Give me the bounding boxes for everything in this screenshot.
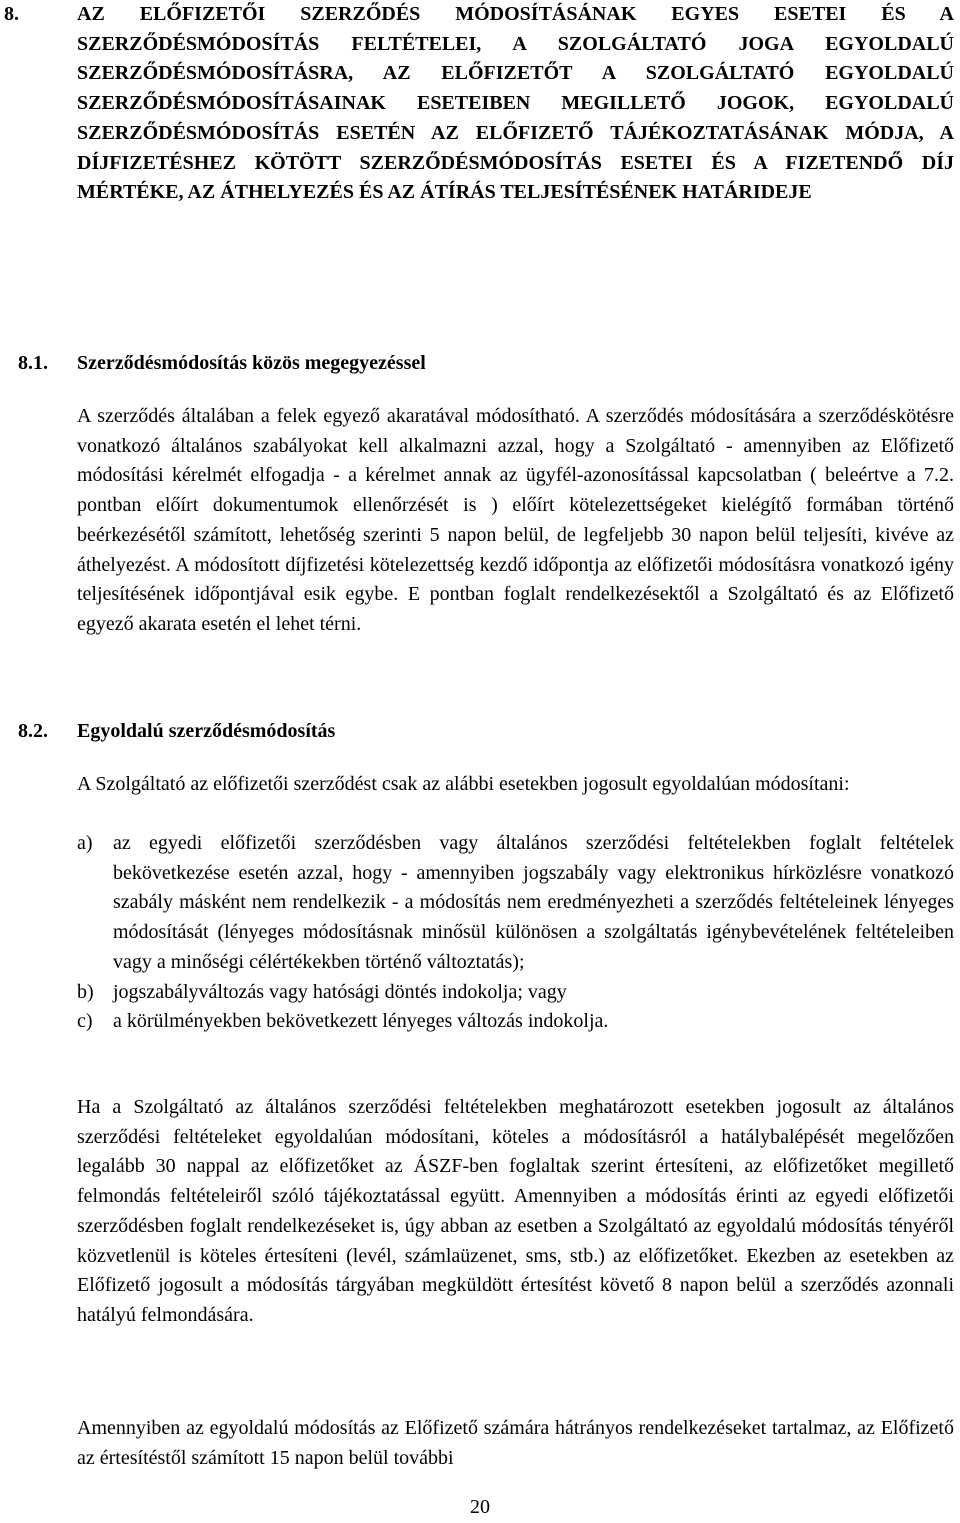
list-item	[77, 978, 954, 1008]
section-8-1-title: Szerződésmódosítás közös megegyezéssel	[77, 352, 426, 374]
section-8-2-title: Egyoldalú szerződésmódosítás	[77, 720, 336, 742]
list-item-marker: c)	[77, 1010, 93, 1033]
list-item-marker: a)	[77, 832, 93, 854]
section-8-1-paragraph: A szerződés általában a felek egyező akaratával módosítható. A szerződés módosítására a szerződéskötésre vonatkozó általános szabályokat kell alkalmazni azzal, hogy a Szolgáltató - amennyiben az Előfizető módosítási kérelmét elfogadja - a kérelmet annak az ügyfél-azonosítással kapcsolatban ( beleértve a 7.2. pontban előírt dokumentumok ellenőrzését is ) előírt kötelezettségeket kielégítő formában történő beérkezésétől számított, lehetőség szerinti 5 napon belül, de legfeljebb 30 napon belül teljesíti, kivéve az áthelyezést. A módosított díjfizetési kötelezettség kezdő időpontja az előfizetői módosításra vonatkozó igény teljesítésének időpontjával esik egybe. E pontban foglalt rendelkezésektől a Szolgáltató és az Előfizető egyező akarata esetén el lehet térni.	[77, 405, 954, 635]
modification-cases-list	[77, 829, 954, 1037]
list-item-marker: b)	[77, 980, 94, 1003]
list-item-text: jogszabályváltozás vagy hatósági döntés indokolja; vagy	[113, 980, 567, 1003]
chapter-number: 8.	[4, 3, 19, 25]
section-8-2-intro: A Szolgáltató az előfizetői szerződést csak az alábbi esetekben jogosult egyoldalúan módosítani:	[77, 773, 850, 795]
section-8-2-number: 8.2.	[18, 720, 48, 742]
list-item-text: a körülményekben bekövetkezett lényeges változás indokolja.	[113, 1010, 609, 1033]
section-8-1-number: 8.1.	[18, 352, 48, 374]
section-8-2-paragraph-disadvantageous: Amennyiben az egyoldalú módosítás az Előfizető számára hátrányos rendelkezéseket tartalmaz, az Előfizető az értesítéstől számított 15 napon belül további	[77, 1417, 954, 1469]
list-item-text: az egyedi előfizetői szerződésben vagy általános szerződési feltételekben foglalt feltételek bekövetkezése esetén azzal, hogy - amennyiben jogszabály vagy elektronikus hírközlésre vonatkozó szabály másként nem rendelkezik - a módosítás nem eredményezheti a szerződés feltételeinek lényeges módosítását (lényeges módosításnak minősül különösen a szolgáltatás igénybevételének feltételeiben vagy a minőségi célértékekben történő változtatás);	[113, 832, 954, 973]
page-number: 20	[470, 1496, 490, 1518]
list-item	[77, 1007, 954, 1037]
section-8-2-paragraph-notification: Ha a Szolgáltató az általános szerződési feltételekben meghatározott esetekben jogosult az általános szerződési feltételeket egyoldalúan módosítani, köteles a módosításról a hatálybalépését megelőzően legalább 30 nappal az előfizetőket az ÁSZF-ben foglaltak szerint értesíteni, az előfizetőket megillető felmondás feltételeiről szóló tájékoztatással együtt. Amennyiben a módosítás érinti az egyedi előfizetői szerződésben foglalt rendelkezéseket is, úgy abban az esetben a Szolgáltató az egyoldalú módosítás tényéről közvetlenül is köteles értesíteni (levél, számlaüzenet, sms, stb.) az előfizetőket. Ekezben az esetekben az Előfizető jogosult a módosítás tárgyában megküldött értesítést követő 8 napon belül a szerződés azonnali hatályú felmondására.	[77, 1096, 954, 1326]
list-item	[77, 829, 954, 978]
chapter-title: AZ ELŐFIZETŐI SZERZŐDÉS MÓDOSÍTÁSÁNAK EGYES ESETEI ÉS A SZERZŐDÉSMÓDOSÍTÁS FELTÉTELEI, A SZOLGÁLTATÓ JOGA EGYOLDALÚ SZERZŐDÉSMÓDOSÍTÁSRA, AZ ELŐFIZETŐT A SZOLGÁLTATÓ EGYOLDALÚ SZERZŐDÉSMÓDOSÍTÁSAINAK ESETEIBEN MEGILLETŐ JOGOK, EGYOLDALÚ SZERZŐDÉSMÓDOSÍTÁS ESETÉN AZ ELŐFIZETŐ TÁJÉKOZTATÁSÁNAK MÓDJA, A DÍJFIZETÉSHEZ KÖTÖTT SZERZŐDÉSMÓDOSÍTÁS ESETEI ÉS A FIZETENDŐ DÍJ MÉRTÉKE, AZ ÁTHELYEZÉS ÉS AZ ÁTÍRÁS TELJESÍTÉSÉNEK HATÁRIDEJE	[77, 3, 954, 204]
